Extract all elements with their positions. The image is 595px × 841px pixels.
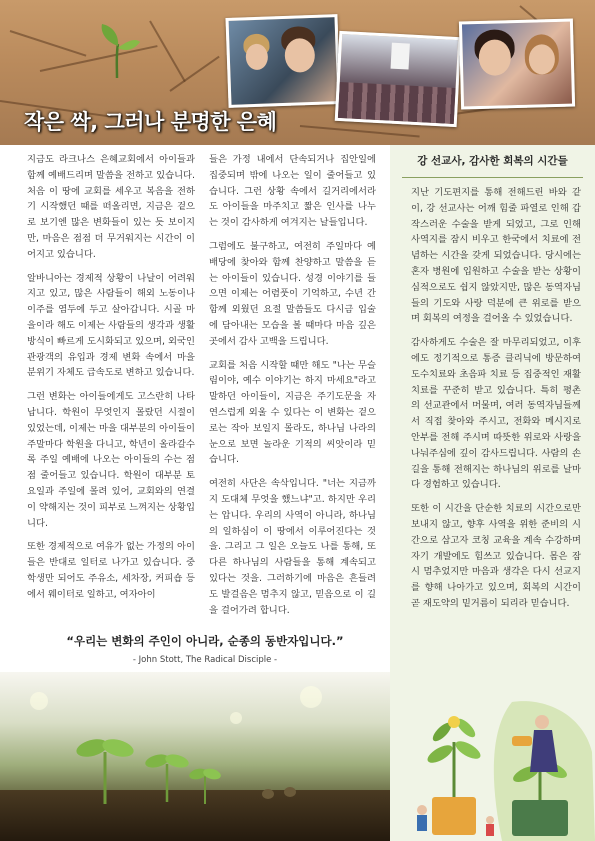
paragraph: 지금도 라크나스 은혜교회에서 아이들과 함께 예배드리며 말씀을 전하고 있습니다. 처음 이 땅에 교회를 세우고 복음을 전하기 시작했던 때를 떠올리면, 지금은 겉으로 보기엔 많은 변화들이 있는 듯 보이지만, 마음은 점점 더 무거워지는 시간이 이어지고 있습니다. <box>27 154 195 260</box>
light-bokeh <box>230 712 242 724</box>
church-worship-photo <box>335 31 462 127</box>
header-banner <box>0 0 595 145</box>
paragraph: 지난 기도편지를 통해 전해드린 바와 같이, 강 선교사는 어깨 힘줄 파열로 인해 갑작스러운 수술을 받게 되었고, 그로 인해 사역지를 잠시 비우고 한국에서 치료에 전념하는 시간을 갖게 되었습니다. 당시에는 혼자 병원에 입원하고 수술을 받는 상황이 심적으로도 쉽지 않았지만, 많은 동역자님들의 기도와 사랑 덕분에 큰 위로를 받으며 회복의 여정을 걸어올 수 있었습니다. <box>411 187 581 325</box>
light-bokeh <box>30 692 48 710</box>
paragraph: 또한 이 시간을 단순한 치료의 시간으로만 보내지 않고, 향후 사역을 위한 준비의 시간으로 삼고자 코칭 교육을 계속 수강하며 자기 개발에도 힘쓰고 있습니다. 몸은 잠시 멈추었지만 마음과 생각은 다시 선교지를 향해 나아가고 있으며, 회복의 시간이 곧 재도약의 밑거름이 되리라 믿습니다. <box>411 503 581 609</box>
seedlings-photo <box>0 672 390 841</box>
quote-source: - John Stott, The Radical Disciple - <box>132 655 278 665</box>
missionary-with-child-photo <box>459 19 575 110</box>
seedling-icon <box>185 760 225 804</box>
flower-pot <box>432 797 476 835</box>
article-column-1 <box>27 152 195 611</box>
sidebar-body <box>411 185 581 620</box>
paragraph: 그런 변화는 아이들에게도 고스란히 나타납니다. 학원이 무엇인지 몰랐던 시절이 있었는데, 이제는 마을 대부분의 아이들이 주말마다 학원을 다니고, 학년이 올라갈수록 주일 예배에 나오는 아이들의 수는 점점 줄어들고 있습니다. 학원이 대부분 토요일과 주일에 몰려 있어, 교회와의 연결이 약해지는 것이 피부로 느껴지는 상황입니다. <box>27 391 195 529</box>
ground-crack <box>300 125 420 137</box>
paragraph: 교회를 처음 시작할 때만 해도 "나는 무슬림이야, 예수 이야기는 하지 마세요"라고 말하던 아이들이, 지금은 주기도문을 자연스럽게 외울 수 있다는 이 변화는 겉으로는 작아 보일지 몰라도, 하나님 나라의 눈으로 보면 놀라운 기적의 씨앗이라 믿습니다. <box>209 359 376 466</box>
ground-crack <box>149 21 186 83</box>
ground-crack <box>169 56 219 92</box>
page-title: 작은 싹, 그러나 분명한 은혜 <box>24 110 277 134</box>
sprout-icon <box>92 20 142 80</box>
sidebar-divider <box>402 177 583 178</box>
paragraph: 그럼에도 불구하고, 여전히 주일마다 예배당에 찾아와 함께 찬양하고 말씀을 듣는 아이들이 있습니다. 성경 이야기를 들으면 이제는 어렴풋이 기억하고, 수년 간 함께 외웠던 요절 말씀들도 다시금 입술에 담아내는 모습을 볼 때마다 마음 깊은 곳에서 감사 고백을 드립니다. <box>209 240 376 347</box>
quote-text: “우리는 변화의 주인이 아니라, 순종의 동반자입니다.” <box>66 634 344 648</box>
paragraph: 여전히 사단은 속삭입니다. "너는 지금까지 도대체 무엇을 했느냐"고. 하지만 우리는 압니다. 우리의 사역이 아니라, 하나님의 일하심이 이 땅에서 이루어진다는 것을. 그리고 그 일은 오늘도 나를 통해, 또 다른 하나님의 사람들을 통해 계속되고 있다는 것을. 그러하기에 마음은 흔들려도 발걸음은 멈추지 않고, 믿음으로 이 길을 걸어가려 합니다. <box>209 478 376 616</box>
paragraph: 감사하게도 수술은 잘 마무리되었고, 이후에도 정기적으로 통증 클리닉에 방문하여 도수치료와 초음파 치료 등 집중적인 재활 치료를 꾸준히 받고 있습니다. 특히 평촌의 선교관에서 머물며, 여러 동역자님들께서 직접 찾아와 주시고, 전화와 메시지로 안부를 전해 주시며 따뜻한 위로와 사랑을 나눠주심에 깊이 감사드립니다. 사람의 손길을 통해 전해지는 하나님의 위로를 날마다 경험하고 있습니다. <box>411 337 581 491</box>
seedling-icon <box>70 724 140 804</box>
children-photo <box>225 14 340 108</box>
sidebar-title: 강 선교사, 감사한 회복의 시간들 <box>417 155 568 167</box>
seed-icon <box>258 782 298 802</box>
gardening-illustration <box>392 692 595 841</box>
paragraph: 들은 가정 내에서 단속되거나 집안일에 집중되며 밖에 나오는 일이 줄어들고 있습니다. 그런 상황 속에서 길거리에서라도 아이들을 마주치고 짧은 인사를 나누는 것이 감사하게 여겨지는 날들입니다. <box>209 154 376 229</box>
paragraph: 알바니아는 경제적 상황이 나날이 어려워지고 있고, 많은 사람들이 해외 노동이나 이주를 염두에 두고 살아갑니다. 시골 마을이라 해도 이제는 사람들의 생각과 생활 방식이 빠르게 도시화되고 있으며, 외국인 관광객의 유입과 경제 변화 속에서 마을 분위기 자체도 급속도로 변하고 있습니다. <box>27 272 195 379</box>
ground-crack <box>10 30 87 57</box>
light-bokeh <box>300 686 322 708</box>
article-column-2 <box>209 152 376 626</box>
paragraph: 또한 경제적으로 여유가 없는 가정의 아이들은 반대로 일터로 나가고 있습니다. 중학생만 되어도 주유소, 세차장, 커피숍 등에서 웨이터로 일하고, 여자아이 <box>27 541 195 600</box>
